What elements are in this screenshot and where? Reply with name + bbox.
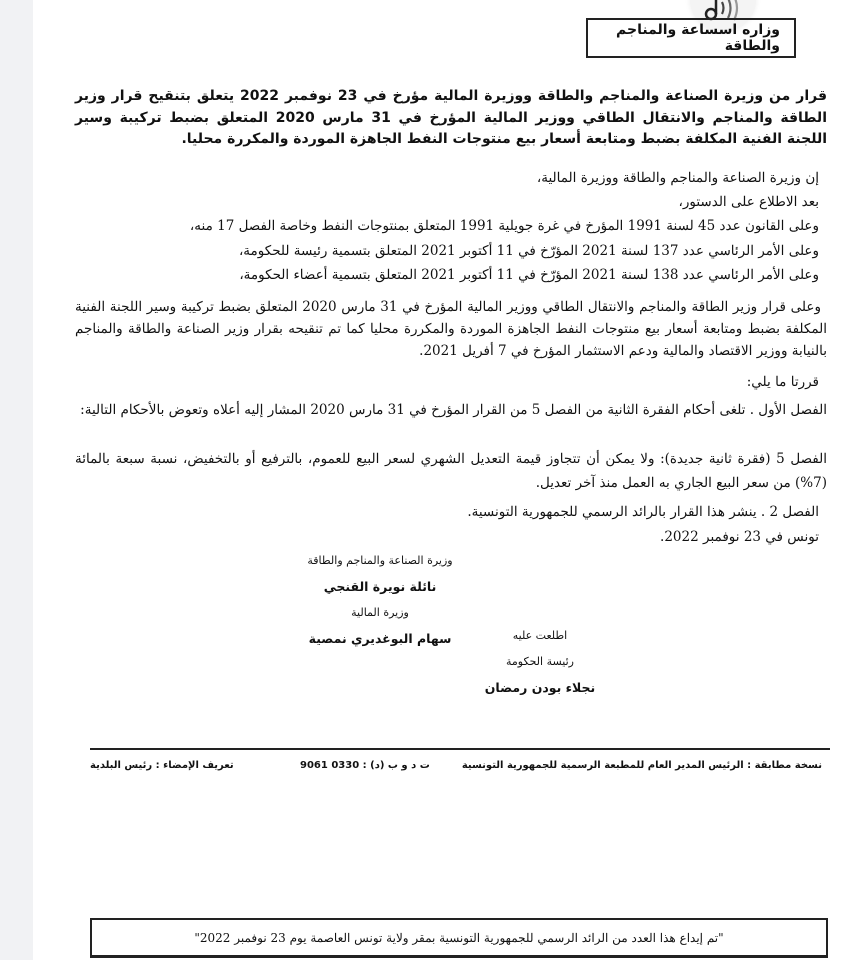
head-of-government-title: رئيسة الحكومة [506,655,574,668]
head-of-government-signature-block [460,623,620,701]
minister-industry-name: نائلة نويرة القنجي [323,579,437,594]
place-date: تونس في 23 نوفمبر 2022. [660,529,819,545]
seen-label: اطلعت عليه [512,629,568,642]
article-2: الفصل 2 . ينشر هذا القرار بالرائد الرسمي للجمهورية التونسية. [467,504,819,520]
ministers-signature-block [280,548,480,652]
ministry-header-box [586,18,796,58]
preamble-line: بعد الاطلاع على الدستور، [678,194,819,210]
reference-number: ت د و ب (د) : 0330 9061 [300,760,430,771]
left-margin-strip [0,0,33,960]
deposit-note-text: "تم إيداع هذا العدد من الرائد الرسمي للجمهورية التونسية بمقر ولاية تونس العاصمة يوم 23 نوفمبر 2022" [194,930,724,945]
footer-divider [90,748,830,750]
preamble-line: وعلى الأمر الرئاسي عدد 138 لسنة 2021 المؤرّخ في 11 أكتوبر 2021 المتعلق بتسمية أعضاء الحكومة، [239,267,819,283]
minister-industry-title: وزيرة الصناعة والمناجم والطاقة [307,554,453,567]
minister-finance-name: سهام البوغديري نمصية [308,631,452,646]
decision-intro: قررتا ما يلي: [746,374,819,390]
decree-title: قرار من وزيرة الصناعة والمناجم والطاقة ووزيرة المالية مؤرخ في 23 نوفمبر 2022 يتعلق بتنقيح قرار وزير الطاقة والمناجم والانتقال الطاقي ووزير المالية المؤرخ في 31 مارس 2020 المتعلق بضبط تركيبة وسير اللجنة الفنية المكلفة بضبط ومتابعة أسعار بيع منتوجات النفط الجاهزة الموردة والمكررة محليا. [75,88,827,147]
preamble-paragraph: وعلى قرار وزير الطاقة والمناجم والانتقال الطاقي ووزير المالية المؤرخ في 31 مارس 2020 المتعلق بضبط تركيبة وسير اللجنة الفنية المكلفة بضبط ومتابعة أسعار بيع منتوجات النفط الجاهزة الموردة والمكررة محليا كما تم تنقيحه بقرار وزير الصناعة والطاقة والمناجم بالنيابة ووزير الاقتصاد والمالية ودعم الاستثمار المؤرخ في 7 أفريل 2021. [75,299,827,359]
article-1: الفصل الأول . تلغى أحكام الفقرة الثانية من الفصل 5 من القرار المؤرخ في 31 مارس 2020 المشار إليه أعلاه وتعوض بالأحكام التالية: [80,402,827,418]
head-of-government-name: نجلاء بودن رمضان [484,680,596,695]
signature-identification: تعريف الإمضاء : رئيس البلدية [90,760,234,771]
preamble-line: وعلى الأمر الرئاسي عدد 137 لسنة 2021 المؤرّخ في 11 أكتوبر 2021 المتعلق بتسمية رئيسة للحكومة، [238,243,819,259]
deposit-note-box [90,918,828,958]
minister-finance-title: وزيرة المالية [351,606,409,619]
preamble-line: وعلى القانون عدد 45 لسنة 1991 المؤرخ في غرة جويلية 1991 المتعلق بمنتوجات النفط وخاصة الفصل 17 منه، [189,218,819,234]
ministry-header-text: وزاره اسساعة والمناجم والطاقة [616,22,780,54]
preamble-line: إن وزيرة الصناعة والمناجم والطاقة ووزيرة المالية، [536,170,819,186]
certified-copy-note: نسخة مطابقة : الرئيس المدير العام للمطبعة الرسمية للجمهورية التونسية [461,760,822,771]
article-5-new-paragraph: الفصل 5 (فقرة ثانية جديدة): ولا يمكن أن تتجاوز قيمة التعديل الشهري لسعر البيع للعموم، بالترفيع أو بالتخفيض، نسبة سبعة بالمائة (7%) من سعر البيع الجاري به العمل منذ آخر تعديل. [75,451,827,491]
